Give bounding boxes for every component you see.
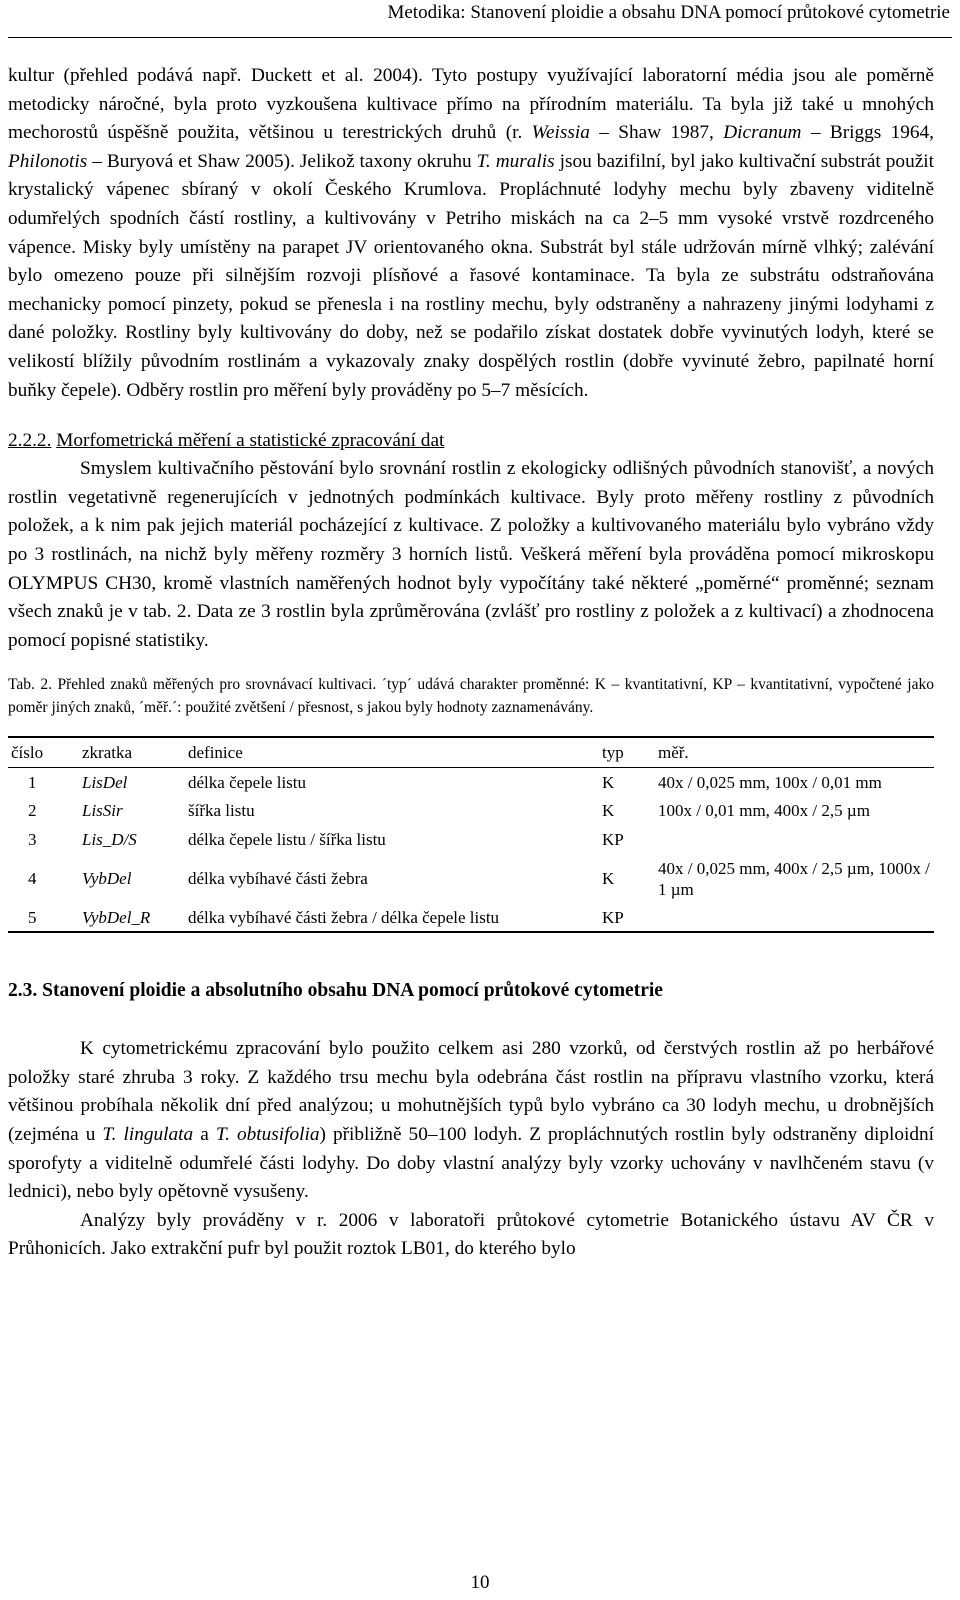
header-rule	[8, 37, 952, 38]
page-content	[8, 62, 934, 1264]
table-row	[8, 796, 934, 825]
text-run: – Briggs 1964,	[801, 122, 935, 144]
column-header: číslo	[11, 743, 44, 763]
table-cell: délka vybíhavé části žebra	[188, 869, 368, 889]
characters-table	[8, 736, 934, 933]
column-header: typ	[602, 743, 624, 763]
genus-name: Dicranum	[723, 122, 802, 144]
table-cell	[655, 903, 934, 932]
section-heading-2-3: 2.3. Stanovení ploidie a absolutního obsahu DNA pomocí průtokové cytometrie	[8, 980, 663, 1002]
table-cell: délka vybíhavé části žebra / délka čepele listu	[188, 907, 500, 927]
taxon-name: T. muralis	[476, 150, 555, 172]
paragraph-cytometry-samples	[8, 1035, 934, 1207]
running-header: Metodika: Stanovení ploidie a obsahu DNA pomocí průtokové cytometrie	[387, 2, 950, 23]
table-cell: 5	[28, 907, 37, 927]
table-cell: KP	[602, 830, 624, 850]
column-header: měř.	[658, 743, 689, 763]
table-row	[8, 767, 934, 796]
table-cell: Lis_D/S	[82, 830, 137, 850]
table-caption: Tab. 2. Přehled znaků měřených pro srovnávací kultivaci. ´typ´ udává charakter proměnné: K – kvantitativní, KP – kvantitativní, vypočtené jako poměr jiných znaků, ´měř.´: použité zvětšení / přesnost, s jakou byly hodnoty zaznamenávány.	[8, 676, 934, 717]
table-row	[8, 854, 934, 903]
paragraph-cytometry-lab: Analýzy byly prováděny v r. 2006 v laboratoři průtokové cytometrie Botanického ústavu AV ČR v Průhonicích. Jako extrakční pufr byl použit roztok LB01, do kterého bylo	[8, 1209, 934, 1260]
page-number: 10	[470, 1572, 490, 1593]
table-cell: 2	[28, 801, 37, 821]
table-cell: VybDel	[82, 869, 132, 889]
table-cell: 40x / 0,025 mm, 100x / 0,01 mm	[658, 772, 882, 792]
spacer	[8, 1005, 934, 1035]
taxon-name: T. lingulata	[102, 1124, 194, 1146]
table-cell: VybDel_R	[82, 907, 151, 927]
table-row	[8, 825, 934, 854]
table-cell: 1	[28, 772, 37, 792]
table-cell: 3	[28, 830, 37, 850]
section-number: 2.2.2.	[8, 430, 52, 452]
table-cell: LisSir	[82, 801, 123, 821]
text-run: a	[193, 1124, 216, 1146]
section-title: Morfometrická měření a statistické zpracování dat	[56, 430, 445, 452]
table-cell: KP	[602, 907, 624, 927]
genus-name: Philonotis	[8, 150, 88, 172]
table-cell: délka čepele listu	[188, 772, 307, 792]
text-run: ) přibližně 50–100 lodyh. Z propláchnutých rostlin byly odstraněny diploidní sporofyty a viditelně odumřelé části lodyhy. Do doby vlastní analýzy byly vzorky uchovány v navlhčeném stavu (v lednici), nebo byly opětovně vysušeny.	[8, 1124, 934, 1203]
text-run: – Shaw 1987,	[589, 122, 724, 144]
table-cell: 40x / 0,025 mm, 400x / 2,5 µm, 1000x / 1 µm	[658, 858, 930, 899]
column-header: zkratka	[82, 743, 133, 763]
table-cell: šířka listu	[188, 801, 255, 821]
paragraph-cultivation	[8, 62, 934, 405]
paragraph-morphometry: Smyslem kultivačního pěstování bylo srovnání rostlin z ekologicky odlišných původních stanovišť, a nových rostlin vegetativně regenerujících v jednotných podmínkách kultivace. Byly proto měřeny rostliny z původních položek, a k nim pak jejich materiál pocházející z kultivace. Z položky a kultivovaného materiálu bylo vybráno vždy po 3 rostlinách, na nichž byly měřeny rozměry 3 horních listů. Veškerá měření byla prováděna pomocí mikroskopu OLYMPUS CH30, kromě vlastních naměřených hodnot byly vypočítány také některé „poměrné“ proměnné; seznam všech znaků je v tab. 2. Data ze 3 rostlin byla zprůměrována (zvlášť pro rostliny z položek a z kultivací) a zhodnocena pomocí popisné statistiky.	[8, 458, 934, 651]
section-heading-2-2-2	[8, 427, 934, 455]
table-cell: délka čepele listu / šířka listu	[188, 830, 386, 850]
text-run: K cytometrickému zpracování bylo použito celkem asi 280 vzorků, od čerstvých rostlin až po herbářové položky staré zhruba 3 roky. Z každého trsu mechu byla odebrána část rostlin na přípravu vlastního vzorku, která většinou probíhala několik dní před analýzou; u mohutnějších typů bylo vybráno ca 30 lodyh mechu, u drobnějších (zejména u	[8, 1038, 934, 1146]
table-cell: K	[602, 869, 615, 889]
table-cell: 4	[28, 869, 37, 889]
table-header-row	[8, 737, 934, 767]
text-run: kultur (přehled podává např. Duckett et al. 2004). Tyto postupy využívající laboratorní média jsou ale poměrně metodicky náročné, byla proto vyzkoušena kultivace přímo na přírodním materiálu. Ta byla již také u mnohých mechorostů úspěšně použita, většinou u terestrických druhů (r.	[8, 65, 934, 144]
genus-name: Weissia	[531, 122, 590, 144]
table-row	[8, 903, 934, 932]
table-cell	[655, 825, 934, 854]
table-cell: 100x / 0,01 mm, 400x / 2,5 µm	[658, 801, 870, 821]
table-cell: K	[602, 772, 615, 792]
taxon-name: T. obtusifolia	[215, 1124, 320, 1146]
table-cell: K	[602, 801, 615, 821]
table-cell: LisDel	[82, 772, 128, 792]
text-run: – Buryová et Shaw 2005). Jelikož taxony okruhu	[87, 150, 477, 172]
column-header: definice	[188, 743, 243, 763]
text-run: jsou bazifilní, byl jako kultivační substrát použit krystalický vápenec sbíraný v okolí Českého Krumlova. Propláchnuté lodyhy mechu byly zbaveny viditelně odumřelých spodních částí rostliny, a kultivovány v Petriho miskách na ca 2–5 mm vysoké vrstvě rozdrceného vápence. Misky byly umístěny na parapet JV orientovaného okna. Substrát byl stále udržován mírně vlhký; zalévání bylo omezeno pouze při silnějším rozvoji plísňové a řasové kontaminace. Ta byla ze substrátu odstraňována mechanicky pomocí pinzety, pokud se přenesla i na rostliny mechu, byly odstraněny a nahrazeny jinými lodyhami z dané položky. Rostliny byly kultivovány do doby, než se podařilo získat dostatek dobře vyvinutých lodyh, které se velikostí blížily původním rostlinám a vykazovaly znaky dospělých rostlin (dobře vyvinuté žebro, papilnaté horní buňky čepele). Odběry rostlin pro měření byly prováděny po 5–7 měsících.	[8, 150, 934, 401]
